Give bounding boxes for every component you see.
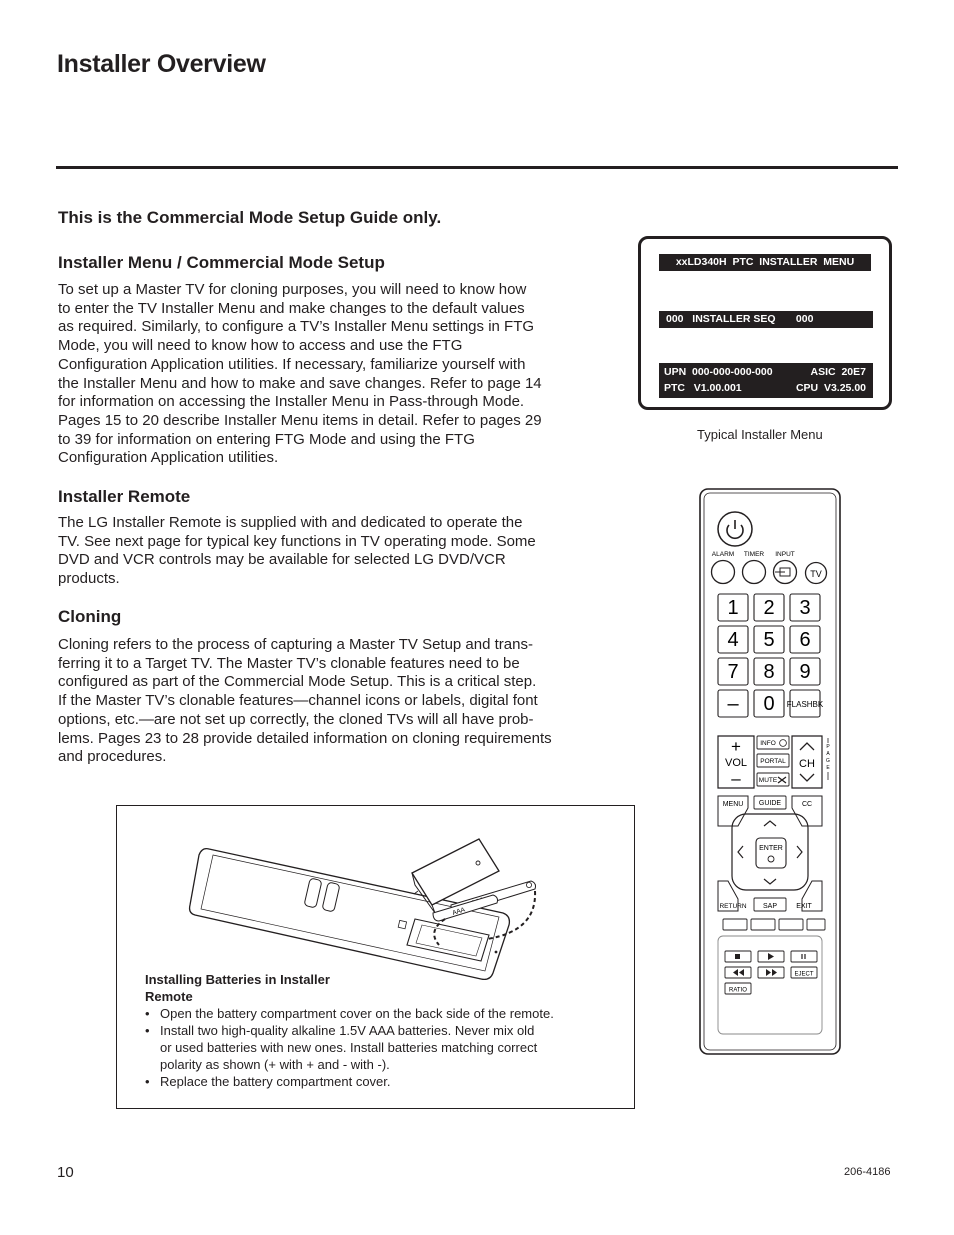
text-line: Pages 15 to 20 describe Installer Menu items in detail. Refer to pages 29 [58, 411, 542, 429]
text-line: or used batteries with new ones. Install batteries matching correct [160, 1040, 538, 1055]
text-line: Configuration Application utilities. If necessary, familiarize yourself with [58, 355, 526, 373]
tv-label: TV [810, 569, 822, 579]
timer-label: TIMER [743, 551, 765, 558]
text-line: Replace the battery compartment cover. [160, 1074, 391, 1089]
page-letter: A [826, 751, 830, 757]
header-rule [56, 166, 898, 169]
battery-label: AAA [451, 906, 467, 917]
text-line: for information on accessing the Installer Menu in Pass-through Mode. [58, 393, 525, 411]
text-line: Cloning refers to the process of capturing a Master TV Setup and trans- [58, 636, 533, 653]
text-line: lems. Pages 23 to 28 provide detailed information on cloning requirements [58, 729, 552, 747]
info-right-2: CPU V3.25.00 [795, 382, 866, 394]
text-line: If the Master TV’s clonable features—channel icons or labels, digital font [58, 692, 538, 710]
numpad-key-label: 8 [763, 661, 775, 683]
text-line: polarity as shown (+ with + and - with -). [160, 1057, 390, 1072]
text-line: TV. See next page for typical key functions in TV operating mode. Some [58, 532, 536, 550]
installer-remote-paragraph [58, 514, 573, 589]
text-line: The LG Installer Remote is supplied with and dedicated to operate the [58, 514, 523, 531]
info-label: INFO [760, 740, 776, 747]
input-label: INPUT [775, 551, 795, 558]
list-item [145, 1022, 625, 1073]
text-line: as required. Similarly, to configure a TV’s Installer Menu settings in FTG [58, 318, 535, 336]
eject-label: EJECT [794, 971, 814, 978]
text-line: DVD and VCR controls may be available for selected LG DVD/VCR [58, 551, 506, 569]
text-line: options, etc.—are not set up correctly, the cloned TVs will all have prob- [58, 710, 534, 728]
numpad-key-label: 3 [799, 597, 811, 619]
numpad-key-label: 9 [799, 661, 811, 683]
numpad-key-label: 1 [727, 597, 739, 619]
text-line: Open the battery compartment cover on the back side of the remote. [160, 1006, 554, 1021]
numpad-key-label: FLASHBK [786, 700, 824, 709]
cloning-paragraph [58, 636, 573, 767]
installer-menu-screen [638, 236, 892, 410]
title-line: Installing Batteries in Installer [145, 972, 330, 987]
guide-note: This is the Commercial Mode Setup Guide only. [58, 208, 442, 227]
page-letter: E [826, 765, 830, 771]
text-line: configured as part of the Commercial Mode Setup. This is a critical step. [58, 673, 537, 691]
text-line: Mode, you will need to know how to access and use the FTG [58, 337, 463, 355]
cloning-heading: Cloning [58, 607, 122, 626]
installer-remote-heading: Installer Remote [58, 487, 191, 506]
bullet: • [145, 1006, 150, 1021]
vol-plus-icon: + [731, 737, 741, 756]
text-line: the Installer Menu and how to make and save changes. Refer to page 14 [58, 374, 542, 392]
battery-installation-box [116, 805, 635, 1109]
text-line: Configuration Application utilities. [58, 449, 279, 467]
menu-caption: Typical Installer Menu [697, 427, 823, 442]
list-item [145, 1005, 625, 1022]
guide-label: GUIDE [758, 800, 782, 807]
return-label: RETURN [719, 903, 747, 910]
menu-info-bar [659, 363, 873, 398]
vol-label: VOL [724, 757, 748, 769]
numpad-key-label: – [727, 693, 739, 715]
text-line: and procedures. [58, 748, 167, 766]
text-line: products. [58, 570, 120, 588]
list-item [145, 1073, 625, 1090]
bullet: • [145, 1074, 150, 1089]
text-line: Install two high-quality alkaline 1.5V AAA batteries. Never mix old [160, 1023, 535, 1038]
alarm-label: ALARM [711, 551, 735, 558]
stop-icon [735, 954, 740, 959]
numpad-key-label: 5 [763, 629, 775, 651]
portal-label: PORTAL [760, 758, 786, 765]
ch-label: CH [799, 758, 815, 770]
numpad-key-label: 2 [763, 597, 775, 619]
installer-menu-paragraph [58, 281, 573, 468]
installer-menu-heading: Installer Menu / Commercial Mode Setup [58, 253, 385, 272]
exit-label: EXIT [796, 903, 812, 910]
menu-title-bar: xxLD340H PTC INSTALLER MENU [659, 254, 871, 271]
cc-label: CC [801, 801, 813, 808]
page-letter: P [826, 744, 830, 750]
numpad-key-label: 0 [763, 693, 775, 715]
text-line: to enter the TV Installer Menu and make changes to the default values [58, 299, 525, 317]
page-number: 10 [57, 1164, 74, 1181]
battery-illustration [187, 821, 547, 981]
text-line: to 39 for information on entering FTG Mode and using the FTG [58, 430, 475, 448]
numpad-key-label: 6 [799, 629, 811, 651]
page-title: Installer Overview [57, 50, 266, 78]
info-right-1: ASIC 20E7 [810, 366, 866, 378]
text-line: To set up a Master TV for cloning purposes, you will need to know how [58, 281, 527, 298]
menu-seq-bar: 000 INSTALLER SEQ 000 [659, 311, 873, 328]
title-line: Remote [145, 989, 193, 1004]
document-number: 206-4186 [844, 1166, 891, 1178]
mute-label: MUTE [758, 777, 778, 784]
bullet: • [145, 1023, 150, 1038]
battery-instructions-title [145, 971, 330, 1005]
vol-minus-icon: – [731, 769, 741, 788]
numpad-key-label: 7 [727, 661, 739, 683]
battery-instructions-list [145, 1005, 625, 1090]
numpad-key-label: 4 [727, 629, 739, 651]
sap-label: SAP [762, 903, 778, 910]
menu-label: MENU [722, 801, 744, 808]
remote-illustration [696, 486, 844, 1058]
info-left-2: PTC V1.00.001 [664, 382, 742, 394]
info-left-1: UPN 000-000-000-000 [664, 366, 773, 378]
enter-label: ENTER [759, 845, 783, 852]
ratio-label: RATIO [729, 987, 747, 994]
page-letter: G [826, 758, 830, 764]
text-line: ferring it to a Target TV. The Master TV’s clonable features need to be [58, 654, 520, 672]
